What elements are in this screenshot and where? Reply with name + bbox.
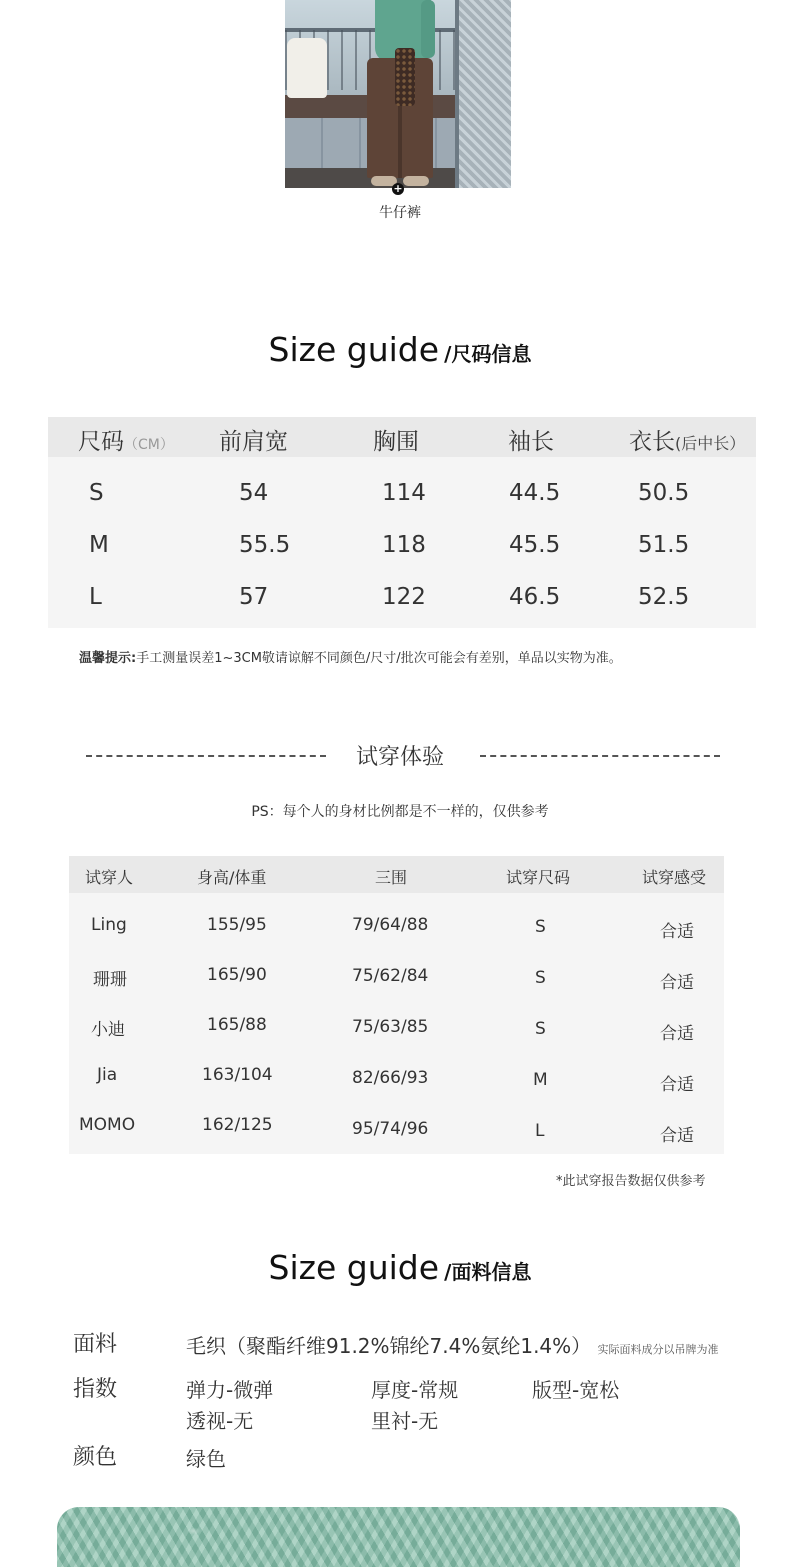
knit-texture-photo bbox=[57, 1507, 740, 1567]
header-feeling: 试穿感受 bbox=[642, 868, 707, 887]
header-shoulder: 前肩宽 bbox=[219, 429, 288, 455]
cell-size: S bbox=[89, 480, 104, 506]
fabric-material-label: 面料 bbox=[73, 1332, 118, 1357]
fabric-title-en: Size guide bbox=[268, 1248, 440, 1287]
size-table-header bbox=[48, 417, 756, 457]
cell-measurements: 75/62/84 bbox=[352, 966, 429, 986]
cell-person: 小迪 bbox=[91, 1020, 125, 1040]
fabric-lining: 里衬-无 bbox=[371, 1409, 439, 1433]
fabric-fit: 版型-宽松 bbox=[532, 1378, 620, 1402]
cell-chest: 118 bbox=[382, 532, 426, 558]
cell-person: Jia bbox=[97, 1065, 118, 1085]
cell-shoulder: 55.5 bbox=[239, 532, 291, 558]
header-height-weight: 身高/体重 bbox=[197, 868, 267, 887]
cell-feeling: 合适 bbox=[660, 1126, 694, 1146]
cell-sleeve: 46.5 bbox=[509, 584, 561, 610]
cell-tryon-size: S bbox=[535, 968, 546, 988]
cell-measurements: 95/74/96 bbox=[352, 1119, 429, 1139]
fabric-transparency: 透视-无 bbox=[186, 1409, 254, 1433]
header-size: 尺码（CM） bbox=[78, 429, 174, 455]
tryon-ps: PS：每个人的身材比例都是不一样的，仅供参考 bbox=[251, 804, 549, 820]
cell-height-weight: 165/88 bbox=[207, 1015, 267, 1035]
cell-feeling: 合适 bbox=[660, 922, 694, 942]
cell-person: 珊珊 bbox=[93, 970, 127, 990]
cell-tryon-size: M bbox=[533, 1070, 548, 1090]
fabric-elasticity: 弹力-微弹 bbox=[186, 1378, 274, 1402]
cell-tryon-size: L bbox=[535, 1121, 545, 1141]
cell-feeling: 合适 bbox=[660, 973, 694, 993]
cell-height-weight: 165/90 bbox=[207, 965, 267, 985]
tryon-title: 试穿体验 bbox=[355, 745, 444, 770]
fabric-material-value: 毛织（聚酯纤维91.2%锦纶7.4%氨纶1.4%） 实际面料成分以吊牌为准 bbox=[186, 1334, 719, 1358]
cell-length: 52.5 bbox=[638, 584, 690, 610]
header-length: 衣长(后中长） bbox=[629, 429, 746, 455]
cell-height-weight: 163/104 bbox=[202, 1065, 273, 1085]
cell-shoulder: 54 bbox=[239, 480, 269, 506]
cell-height-weight: 162/125 bbox=[202, 1115, 273, 1135]
tryon-table-header bbox=[69, 856, 724, 893]
header-tryon-size: 试穿尺码 bbox=[506, 868, 571, 887]
tryon-table bbox=[69, 856, 724, 1154]
fabric-index-label: 指数 bbox=[73, 1377, 118, 1402]
photo-caption: 牛仔裤 bbox=[379, 205, 421, 221]
size-guide-title-en: Size guide bbox=[268, 330, 440, 369]
cell-measurements: 82/66/93 bbox=[352, 1068, 429, 1088]
cell-height-weight: 155/95 bbox=[207, 915, 267, 935]
cell-person: Ling bbox=[91, 915, 127, 935]
size-guide-heading bbox=[0, 330, 800, 369]
cell-tryon-size: S bbox=[535, 1019, 546, 1039]
cell-measurements: 79/64/88 bbox=[352, 915, 429, 935]
header-sleeve: 袖长 bbox=[508, 429, 554, 455]
divider-right bbox=[480, 755, 720, 757]
cell-chest: 114 bbox=[382, 480, 426, 506]
product-photo bbox=[285, 0, 511, 188]
cell-tryon-size: S bbox=[535, 917, 546, 937]
cell-person: MOMO bbox=[79, 1115, 136, 1135]
fabric-color-label: 颜色 bbox=[73, 1445, 118, 1470]
fabric-color-value: 绿色 bbox=[186, 1447, 226, 1471]
cell-feeling: 合适 bbox=[660, 1075, 694, 1095]
cell-size: L bbox=[89, 584, 102, 610]
fabric-heading bbox=[0, 1248, 800, 1287]
size-guide-title-zh: /尺码信息 bbox=[444, 342, 532, 366]
cell-length: 50.5 bbox=[638, 480, 690, 506]
size-table bbox=[48, 417, 756, 628]
header-chest: 胸围 bbox=[373, 429, 419, 455]
fabric-thickness: 厚度-常规 bbox=[371, 1378, 459, 1402]
header-person: 试穿人 bbox=[85, 868, 134, 887]
measurement-note: 温馨提示:手工测量误差1~3CM敬请谅解不同颜色/尺寸/批次可能会有差别，单品以实物为准。 bbox=[79, 651, 622, 666]
cell-measurements: 75/63/85 bbox=[352, 1017, 429, 1037]
cell-length: 51.5 bbox=[638, 532, 690, 558]
cell-chest: 122 bbox=[382, 584, 426, 610]
header-measurements: 三围 bbox=[375, 868, 408, 887]
tryon-report-note: *此试穿报告数据仅供参考 bbox=[556, 1174, 706, 1189]
fabric-title-zh: /面料信息 bbox=[444, 1260, 532, 1284]
cell-sleeve: 44.5 bbox=[509, 480, 561, 506]
cell-size: M bbox=[89, 532, 109, 558]
plus-icon[interactable]: + bbox=[393, 182, 403, 195]
cell-shoulder: 57 bbox=[239, 584, 269, 610]
cell-sleeve: 45.5 bbox=[509, 532, 561, 558]
cell-feeling: 合适 bbox=[660, 1024, 694, 1044]
